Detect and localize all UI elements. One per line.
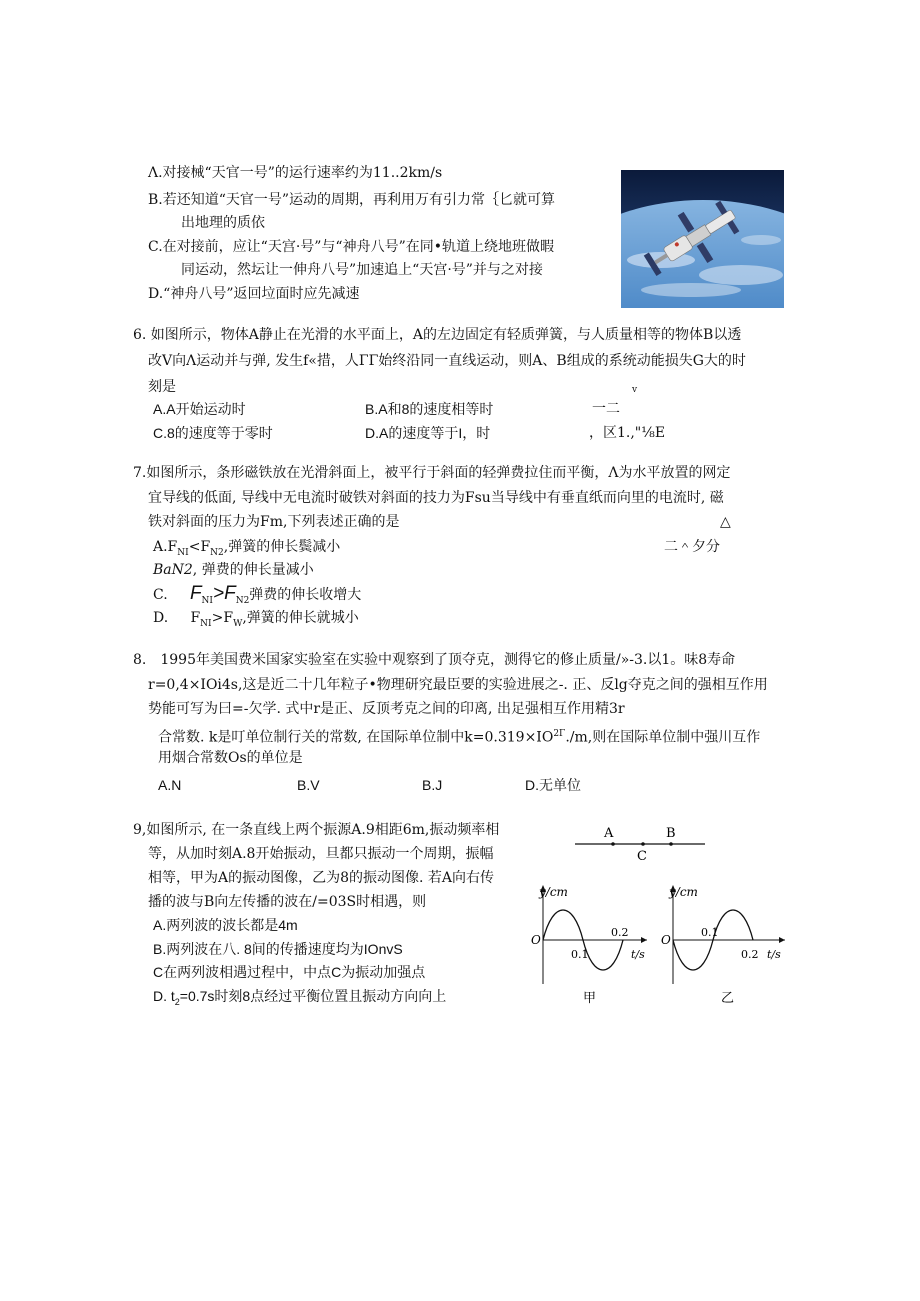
q8-stem-line2: r=0,4×IOi4s,这是近二十几年粒子•物理研究最臣要的实验进展之-. 正、反lg夺克之间的强相互作用 <box>148 677 768 693</box>
q5-option-c-line2: 同运动，然坛让一伸舟八号”加速追上“天宫·号”并与之对接 <box>181 262 543 278</box>
q5-option-c-line1: C.在对接前，应让“天宫·号”与“神舟八号”在同•轨道上绕地班做暇 <box>148 239 554 255</box>
q9-stem-line2: 等，从加时刻A.8开始振动，旦都只振动一个周期，振幅 <box>148 846 494 862</box>
q6-stem-line3: 刻是 <box>148 379 176 395</box>
q5-option-b-line1: B.若还知道“天官一号”运动的周期，再利用万有引力常｛匕就可算 <box>148 192 556 208</box>
point-a-label: A <box>604 826 614 841</box>
q8-option-b: B.V <box>297 777 320 793</box>
graph-yi-origin: O <box>661 933 671 947</box>
graph-jia-xlabel: t/s <box>631 948 645 961</box>
q6-stem-line1: 6. 如图所示，物体A静止在光滑的水平面上，A的左边固定有轻质弹簧，与人质量相等的物体B以透 <box>133 327 742 343</box>
q6-figure-v-mark: v <box>632 385 638 395</box>
q6-figure-fragment-1: 一二 <box>592 401 620 417</box>
q5-option-b-line2: 出地理的质依 <box>181 215 265 231</box>
q9-stem-line4: 播的波与B向左传播的波在/=03S时相遇，则 <box>148 894 427 910</box>
q9-option-a: A.两列波的波长都是4m <box>153 917 298 933</box>
q7-stem-line1: 7.如图所示，条形磁铁放在光滑斜面上，被平行于斜面的轻弹费拉住而平衡，Λ为水平放置的网定 <box>133 465 731 481</box>
graph-yi-caption: 乙 <box>721 991 735 1006</box>
q6-option-a: A.A开始运动时 <box>153 401 246 417</box>
point-c-label: C <box>637 849 647 864</box>
point-b-label: B <box>666 826 676 841</box>
q9-stem-line3: 相等，甲为A的振动图像，乙为8的振动图像. 若A向右传 <box>148 870 495 886</box>
q6-option-c: C.8的速度等于零时 <box>153 425 273 441</box>
q6-option-b: B.A和8的速度相等时 <box>365 401 494 417</box>
q7-figure-fragment: 二＾夕分 <box>664 539 720 555</box>
q8-option-a: A.N <box>158 777 182 793</box>
q9-option-d: D. $t_2=0.7s$时刻8点经过平衡位置且振动方向向上 <box>153 988 447 1007</box>
q8-stem-line1: 8. 1995年美国费米国家实验室在实验中观察到了顶夺克，测得它的修止质量/»-3.以1。味8寿命 <box>133 652 736 668</box>
q6-figure-fragment-2: ，区1.,"⅛E <box>589 425 666 441</box>
q8-stem-line3: 势能可写为曰=-欠学. 式中r是正、反顶考克之间的印离, 出足强相互作用精3r <box>148 701 625 717</box>
q7-option-b: BaN2, 弹费的伸长量减小 <box>153 562 314 578</box>
q7-figure-triangle: △ <box>720 514 731 530</box>
q8-option-c: B.J <box>422 777 443 793</box>
q7-option-d: D. $F_{NI}>F_W$,弹簧的伸长就城小 <box>153 610 359 629</box>
q9-wave-figure <box>525 822 797 1010</box>
graph-jia-tick-lower: 0.1 <box>571 948 589 961</box>
space-station-docking-photo <box>621 170 784 308</box>
graph-jia-tick-upper: 0.2 <box>611 926 629 939</box>
graph-jia <box>531 885 647 1006</box>
q5-option-a: Λ.对接械“天官一号”的运行速率约为11..2km∕s <box>148 165 443 181</box>
graph-jia-origin: O <box>531 933 541 947</box>
q7-stem-line3: 铁对斜面的压力为Fm,下列表述正确的是 <box>148 514 400 530</box>
graph-jia-ylabel: y/cm <box>539 885 568 899</box>
graph-yi-tick-upper: 0.1 <box>701 926 719 939</box>
q8-stem-line5: 用烟合常数Os的单位是 <box>158 750 303 766</box>
q5-option-d: D.“神舟八号”返回垃面时应先减速 <box>148 286 360 302</box>
graph-yi <box>661 885 785 1006</box>
q9-option-c: C在两列波相遇过程中，中点C为振动加强点 <box>153 964 426 980</box>
q8-option-d: D.无单位 <box>525 777 581 793</box>
graph-jia-caption: 甲 <box>583 991 597 1006</box>
graph-yi-ylabel: y/cm <box>669 885 698 899</box>
q7-stem-line2: 宜导线的低面, 导线中无电流时破铁对斜面的技力为Fsu当导线中有垂直纸而向里的电流时, 磁 <box>148 490 724 506</box>
q9-stem-line1: 9,如图所示, 在一条直线上两个振源A.9相距6m,振动频率相 <box>133 822 500 838</box>
source-line-diagram <box>575 826 705 864</box>
q8-stem-line4: 合常数. k是叮单位制行关的常数, 在国际单位制中$k=0.319\times IO^{2\Gamma}./m$,则在国际单位制中强川互作 <box>158 729 761 746</box>
q6-stem-line2: 改V向Λ运动并与弹, 发生f«措，人ΓΓ始终沿同一直线运动，则A、B组成的系统动能损失G大的时 <box>148 353 746 369</box>
q7-option-c: C. $F_{NI}>F_{N2}$弹费的伸长收增大 <box>153 583 362 606</box>
q9-option-b: B.两列波在八. 8间的传播速度均为IOnvS <box>153 941 403 957</box>
graph-yi-tick-lower: 0.2 <box>741 948 759 961</box>
graph-yi-xlabel: t/s <box>767 948 781 961</box>
q7-option-a: $A.F_{NI}<F_{N2}$,弹簧的伸长鬓减小 <box>153 539 341 558</box>
q6-option-d: D.A的速度等于I，时 <box>365 425 491 441</box>
